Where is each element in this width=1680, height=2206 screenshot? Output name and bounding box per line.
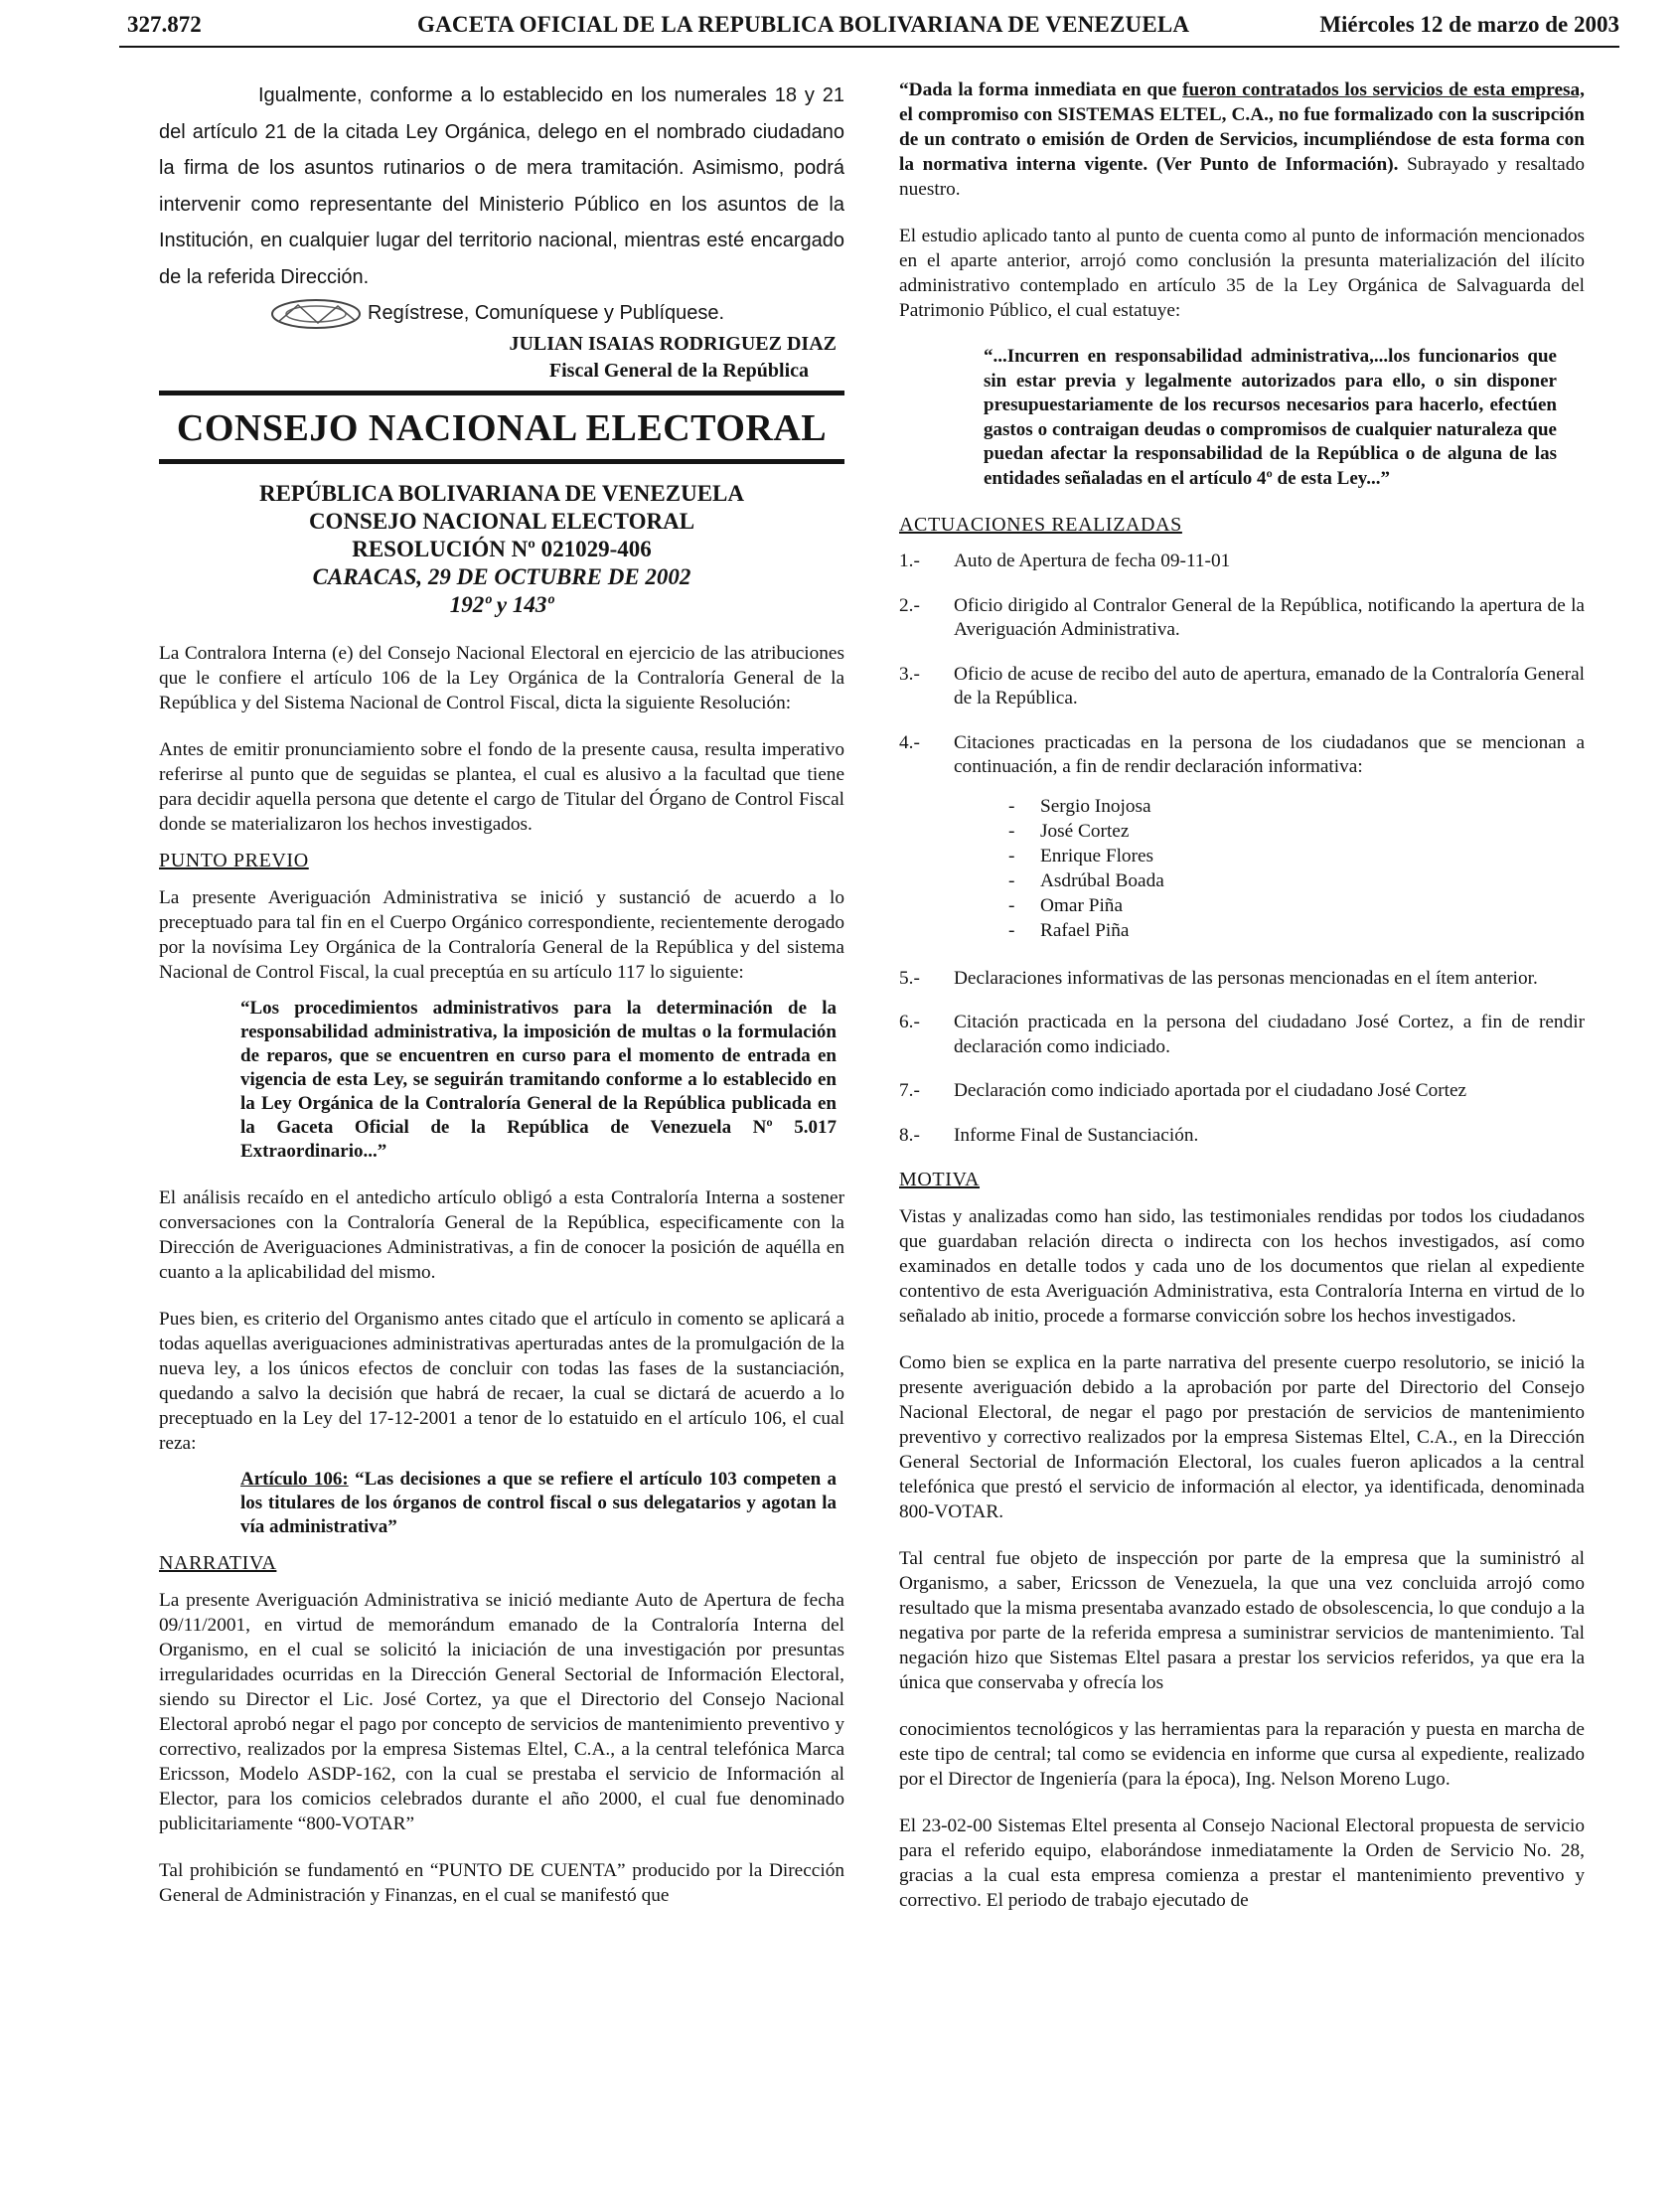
person-name: - Sergio Inojosa	[1008, 794, 1585, 819]
paragraph-punto-previo: La presente Averiguación Administrativa se inició y sustanció de acuerdo a lo preceptuado para tal fin en el Cuerpo Orgánico correspondiente, recientemente derogado por la novísima Ley Orgánica de la Contraloría General de la República y del sistema Nacional de Control Fiscal, la cual preceptúa en su artículo 117 lo siguiente:	[159, 887, 844, 983]
right-column	[899, 78, 1585, 1913]
item-text: Oficio dirigido al Contralor General de la República, notificando la apertura de la Averiguación Administrativa.	[954, 594, 1585, 640]
paragraph-motiva-2: Como bien se explica en la parte narrativa del presente cuerpo resolutorio, se inició la presente averiguación debido a la aprobación por parte del Directorio del Consejo Nacional Electoral, de negar el pago por prestación de servicios de mantenimiento preventivo y correctivo realizados por la empresa Sistemas Eltel, C.A., en la Dirección General Sectorial de Información Electoral, los cuales fueron aplicados a la central telefónica que prestó el servicio de información al elector, ya identificada, denominada 800-VOTAR.	[899, 1352, 1585, 1522]
item-number: 5.-	[899, 967, 920, 989]
publication-date: Miércoles 12 de marzo de 2003	[1319, 12, 1619, 37]
quote-articulo-35: “...Incurren en responsabilidad administrativa,...los funcionarios que sin estar previa y legalmente autorizados para ello, o sin disponer presupuestariamente de los recursos necesarios para hacerlo, efectúen gastos o contraigan deudas o compromisos de cualquier naturaleza que puedan afectar la responsabilidad de la República o de alguna de las entidades señaladas en el artículo 4º de esta Ley...”	[984, 346, 1557, 489]
actuaciones-list-continued	[899, 967, 1585, 1149]
intro-paragraph: Igualmente, conforme a lo establecido en los numerales 18 y 21 del artículo 21 de la citada Ley Orgánica, delego en el nombrado ciudadano la firma de los asuntos rutinarios o de mera tramitación. Asimismo, podrá intervenir como representante del Ministerio Público en los asuntos de la Institución, en cualquier lugar del territorio nacional, mientras esté encargado de la referida Dirección.	[159, 84, 844, 288]
persons-list	[1008, 794, 1585, 943]
publication-title: GACETA OFICIAL DE LA REPUBLICA BOLIVARIANA DE VENEZUELA	[417, 12, 1190, 37]
paragraph-analisis: El análisis recaído en el antedicho artículo obligó a esta Contraloría Interna a sostener conversaciones con la Contraloría General de la República, especificamente con la Dirección de Averiguaciones Administrativas, a fin de conocer la posición de aquélla en cuanto a la aplicabilidad del mismo.	[159, 1187, 844, 1283]
actuaciones-list	[899, 550, 1585, 780]
section-rule-bottom	[159, 459, 844, 464]
paragraph-motiva-5: El 23-02-00 Sistemas Eltel presenta al Consejo Nacional Electoral propuesta de servicio para el referido equipo, elaborándose inmediatamente la Orden de Servicio No. 28, gracias a la cual esta empresa comienza a prestar el mantenimiento preventivo y correctivo. El periodo de trabajo ejecutado de	[899, 1815, 1585, 1911]
list-item	[899, 1124, 1585, 1149]
item-text: Declaración como indiciado aportada por el ciudadano José Cortez	[954, 1080, 1467, 1101]
item-text: Auto de Apertura de fecha 09-11-01	[954, 551, 1231, 571]
quote-punto-cuenta-a: “Dada la forma inmediata en que	[899, 79, 1183, 100]
paragraph-motiva-1: Vistas y analizadas como han sido, las testimoniales rendidas por todos los ciudadanos que guardaban relación directa o indirecta con los hechos investigados, así como examinados en detalle todos y cada uno de los documentos que rielan al expediente contentivo de esta Averiguación Administrativa, esta Contraloría Interna en virtud de lo señalado ab initio, procede a formarse convicción sobre los hechos investigados.	[899, 1206, 1585, 1327]
item-number: 2.-	[899, 594, 920, 616]
list-item	[899, 594, 1585, 643]
paragraph-narrativa: La presente Averiguación Administrativa se inició mediante Auto de Apertura de fecha 09/11/2001, en virtud de memorándum emanado de la Contraloría Interna del Organismo, en el cual se solicitó la iniciación de una investigación por presuntas irregularidades ocurridas en la Dirección General Sectorial de Información Electoral, siendo su Director el Lic. José Cortez, ya que el Directorio del Consejo Nacional Electoral aprobó negar el pago por concepto de servicios de mantenimiento preventivo y correctivo, realizados por la empresa Sistemas Eltel, C.A., a la central telefónica Marca Ericsson, Modelo ASDP-162, con la cual se prestaba el servicio de Información al Elector, para los comicios celebrados durante el año 2000, el cual fue denominado publicitariamente “800-VOTAR”	[159, 1590, 844, 1834]
paragraph-preamble: La Contralora Interna (e) del Consejo Nacional Electoral en ejercicio de las atribuciones que le confiere el artículo 106 de la Ley Orgánica de la Contraloría General de la República y del Sistema Nacional de Control Fiscal, dicta la siguiente Resolución:	[159, 643, 844, 713]
item-text: Declaraciones informativas de las personas mencionadas en el ítem anterior.	[954, 967, 1538, 989]
quote-punto-cuenta-underlined: fueron contratados los servicios de esta empresa,	[1182, 79, 1585, 100]
resolution-heading	[159, 480, 844, 619]
closing-formula: Regístrese, Comuníquese y Publíquese.	[368, 302, 725, 324]
list-item	[899, 967, 1585, 992]
paragraph-criterio: Pues bien, es criterio del Organismo antes citado que el artículo in comento se aplicará a todas aquellas averiguaciones administrativas aperturadas antes de la promulgación de la nueva ley, a los únicos efectos de concluir con todas las fases de la sustanciación, quedando a salvo la decisión que habrá de recaer, la cual se dictará de acuerdo a lo preceptuado en la Ley del 17-12-2001 a tenor de lo estatuido en el artículo 106, el cual reza:	[159, 1309, 844, 1454]
list-item	[899, 550, 1585, 574]
item-number: 3.-	[899, 663, 920, 685]
person-name: - Omar Piña	[1008, 893, 1585, 918]
resolution-place-date: CARACAS, 29 DE OCTUBRE DE 2002	[312, 564, 691, 589]
resolution-council: CONSEJO NACIONAL ELECTORAL	[308, 509, 695, 534]
item-number: 7.-	[899, 1080, 920, 1101]
heading-actuaciones: ACTUACIONES REALIZADAS	[899, 514, 1182, 536]
paragraph-motiva-4: conocimientos tecnológicos y las herramientas para la reparación y puesta en marcha de este tipo de central; tal como se evidencia en informe que cursa al expediente, realizado por el Director de Ingeniería (para la época), Ing. Nelson Moreno Lugo.	[899, 1719, 1585, 1790]
section-banner: CONSEJO NACIONAL ELECTORAL	[176, 407, 828, 449]
list-item	[899, 1079, 1585, 1104]
person-name: - Asdrúbal Boada	[1008, 868, 1585, 893]
signer-title: Fiscal General de la República	[548, 360, 809, 382]
closing-line	[159, 295, 844, 331]
section-rule-top	[159, 391, 844, 395]
paragraph-motiva-3: Tal central fue objeto de inspección por parte de la empresa que la suministró al Organismo, a saber, Ericsson de Venezuela, la que una vez concluida arrojó como resultado que la misma presentaba avanzado estado de obsolescencia, lo que condujo a la negativa por parte de la referida empresa a suministrar servicios de mantenimiento. Tal negación hizo que Sistemas Eltel pasara a prestar los servicios referidos, ya que era la única que conservaba y ofrecía los	[899, 1548, 1585, 1693]
item-text: Oficio de acuse de recibo del auto de apertura, emanado de la Contraloría General de la República.	[954, 663, 1585, 709]
item-text: Citación practicada en la persona del ciudadano José Cortez, a fin de rendir declaración como indiciado.	[954, 1012, 1585, 1057]
paragraph-antes: Antes de emitir pronunciamiento sobre el fondo de la presente causa, resulta imperativo referirse al punto que de seguidas se plantea, el cual es alusivo a la facultad que tiene para decidir aquella persona que detente el cargo de Titular del Órgano de Control Fiscal donde se materializaron los hechos investigados.	[159, 739, 844, 835]
quote-punto-cuenta-b: el compromiso con SISTEMAS ELTEL, C.A., no fue formalizado con la suscripción de un contrato o emisión de Orden de Servicios, incumpliéndose de esta forma con la normativa interna vigente. (Ver Punto de Información).	[899, 104, 1585, 175]
list-item	[899, 663, 1585, 711]
left-column	[159, 78, 844, 1908]
resolution-republic: REPÚBLICA BOLIVARIANA DE VENEZUELA	[258, 481, 745, 506]
quote-articulo-117: “Los procedimientos administrativos para la determinación de la responsabilidad administrativa, la imposición de multas o la formulación de reparos, que se encuentren en curso para el momento de entrada en vigencia de esta Ley, se seguirán tramitando conforme a lo establecido en la Ley Orgánica de la Contraloría General de la República publicada en la Gaceta Oficial de la República de Venezuela Nº 5.017 Extraordinario...”	[240, 998, 837, 1162]
heading-punto-previo: PUNTO PREVIO	[159, 850, 309, 871]
paragraph-estudio: El estudio aplicado tanto al punto de cuenta como al punto de información mencionados en el aparte anterior, arrojó como conclusión la presunta materialización del ilícito administrativo contemplado en artículo 35 de la Ley Orgánica de Salvaguarda del Patrimonio Público, el cual estatuye:	[899, 226, 1585, 321]
person-name: - José Cortez	[1008, 819, 1585, 844]
articulo-106-text: “Las decisiones a que se refiere el artículo 103 competen a los titulares de los órganos de control fiscal o sus delegatarios y agotan la vía administrativa”	[240, 1469, 837, 1537]
item-text: Informe Final de Sustanciación.	[954, 1124, 1199, 1146]
page-header	[119, 10, 1619, 50]
resolution-years: 192º y 143º	[449, 592, 554, 617]
item-number: 4.-	[899, 731, 920, 753]
paragraph-prohibicion: Tal prohibición se fundamentó en “PUNTO DE CUENTA” producido por la Dirección General de Administración y Finanzas, en el cual se manifestó que	[159, 1860, 844, 1906]
item-text: Citaciones practicadas en la persona de los ciudadanos que se mencionan a continuación, a fin de rendir declaración informativa:	[954, 731, 1585, 777]
quote-articulo-106	[240, 1468, 837, 1539]
person-name: - Rafael Piña	[1008, 918, 1585, 943]
quote-punto-cuenta	[899, 78, 1585, 202]
quote-punto-cuenta-note: Subrayado y resaltado nuestro.	[899, 154, 1585, 200]
articulo-106-title: Artículo 106:	[240, 1469, 349, 1490]
list-item	[899, 1011, 1585, 1059]
signer-name: JULIAN ISAIAS RODRIGUEZ DIAZ	[509, 333, 837, 355]
resolution-number: RESOLUCIÓN Nº 021029-406	[352, 537, 652, 561]
item-number: 1.-	[899, 551, 920, 571]
item-number: 8.-	[899, 1124, 920, 1146]
list-item	[899, 731, 1585, 780]
heading-narrativa: NARRATIVA	[159, 1552, 277, 1574]
item-number: 6.-	[899, 1012, 920, 1032]
person-name: - Enrique Flores	[1008, 844, 1585, 868]
page-number: 327.872	[127, 12, 202, 37]
seal-stamp-icon	[268, 297, 364, 331]
header-rule	[119, 46, 1619, 48]
heading-motiva: MOTIVA	[899, 1169, 981, 1190]
